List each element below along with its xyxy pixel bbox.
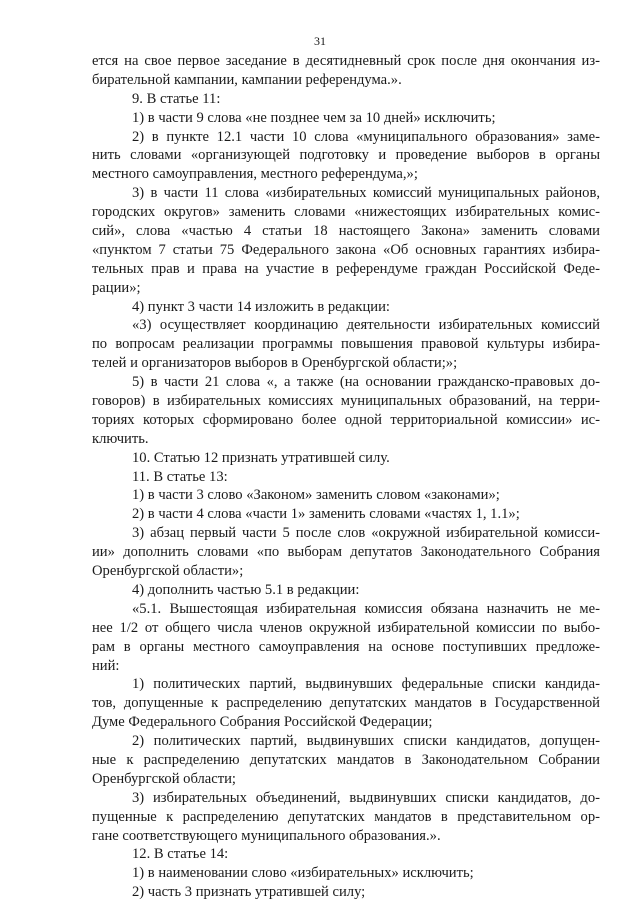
text-line: Оренбургской области»; [92, 563, 244, 580]
text-line: телей и организаторов выборов в Оренбургской области;»; [92, 355, 458, 372]
text-line: нее 1/2 от общего числа членов окружной избирательной комиссии по выбо- [92, 619, 600, 636]
text-line: 2) в пункте 12.1 части 10 слова «муниципального образования» заме- [132, 128, 600, 145]
text-line: ии» дополнить словами «по выборам депутатов Законодательного Собрания [92, 544, 600, 561]
text-line: бирательной кампании, кампании референдума.». [92, 71, 402, 88]
text-line: 2) часть 3 признать утратившей силу; [132, 884, 366, 901]
document-body [92, 52, 600, 902]
text-line: 11. В статье 13: [132, 468, 228, 485]
text-line: 10. Статью 12 признать утратившей силу. [132, 449, 390, 466]
text-line: ется на свое первое заседание в десятидневный срок после дня окончания из- [92, 53, 600, 69]
text-line: ключить. [92, 430, 149, 447]
text-line: 1) политических партий, выдвинувших федеральные списки кандида- [132, 676, 600, 693]
text-line: тельных прав и права на участие в референдуме граждан Российской Феде- [92, 260, 600, 277]
text-line: пущенные к распределению депутатских мандатов в представительном ор- [92, 808, 600, 825]
text-line: 1) в части 3 слово «Законом» заменить словом «законами»; [132, 487, 500, 504]
text-line: 4) пункт 3 части 14 изложить в редакции: [132, 298, 390, 315]
text-line: 1) в части 9 слова «не позднее чем за 10 дней» исключить; [132, 109, 496, 126]
text-line: 1) в наименовании слово «избирательных» исключить; [132, 865, 474, 882]
text-line: 5) в части 21 слова «, а также (на основании гражданско-правовых до- [132, 374, 600, 391]
text-line: по вопросам реализации программы повышения правовой культуры избира- [92, 336, 600, 353]
text-line: городских округов» заменить словами «нижестоящих избирательных комис- [92, 204, 600, 221]
text-line: 3) в части 11 слова «избирательных комиссий муниципальных районов, [132, 185, 600, 202]
text-line: гане соответствующего муниципального образования.». [92, 827, 441, 844]
text-line: 2) в части 4 слова «части 1» заменить словами «частях 1, 1.1»; [132, 506, 520, 523]
text-line: Оренбургской области; [92, 770, 236, 787]
text-line: 3) избирательных объединений, выдвинувших списки кандидатов, до- [132, 789, 600, 806]
text-line: рации»; [92, 279, 141, 296]
text-line: Думе Федерального Собрания Российской Федерации; [92, 714, 433, 731]
text-line: тов, допущенные к распределению депутатских мандатов в Государственной [92, 695, 600, 712]
text-line: говоров) в избирательных комиссиях муниципальных образований, на терри- [92, 393, 600, 410]
text-line: 4) дополнить частью 5.1 в редакции: [132, 581, 360, 598]
text-line: ные к распределению депутатских мандатов в Законодательном Собрании [92, 751, 600, 768]
text-line: местного самоуправления, местного референдума,»; [92, 166, 418, 183]
text-line: нить словами «организующей подготовку и проведение выборов в органы [92, 147, 600, 164]
text-line: 2) политических партий, выдвинувших списки кандидатов, допущен- [132, 733, 600, 750]
text-line: ториях которых сформировано более одной территориальной комиссии» ис- [92, 411, 600, 428]
text-line: ний: [92, 657, 120, 674]
text-line: 12. В статье 14: [132, 846, 229, 863]
text-line: «5.1. Вышестоящая избирательная комиссия обязана назначить не ме- [132, 600, 600, 617]
text-line: 9. В статье 11: [132, 90, 221, 107]
text-line: «3) осуществляет координацию деятельности избирательных комиссий [132, 317, 600, 334]
text-line: рам в органы местного самоуправления на основе поступивших предложе- [92, 638, 600, 655]
text-line: «пунктом 7 статьи 75 Федерального закона «Об основных гарантиях избира- [92, 241, 600, 258]
text-line: 3) абзац первый части 5 после слов «окружной избирательной комисси- [132, 525, 600, 542]
text-line: сий», слова «частью 4 статьи 18 настоящего Закона» заменить словами [92, 223, 600, 240]
page-number: 31 [314, 34, 326, 48]
